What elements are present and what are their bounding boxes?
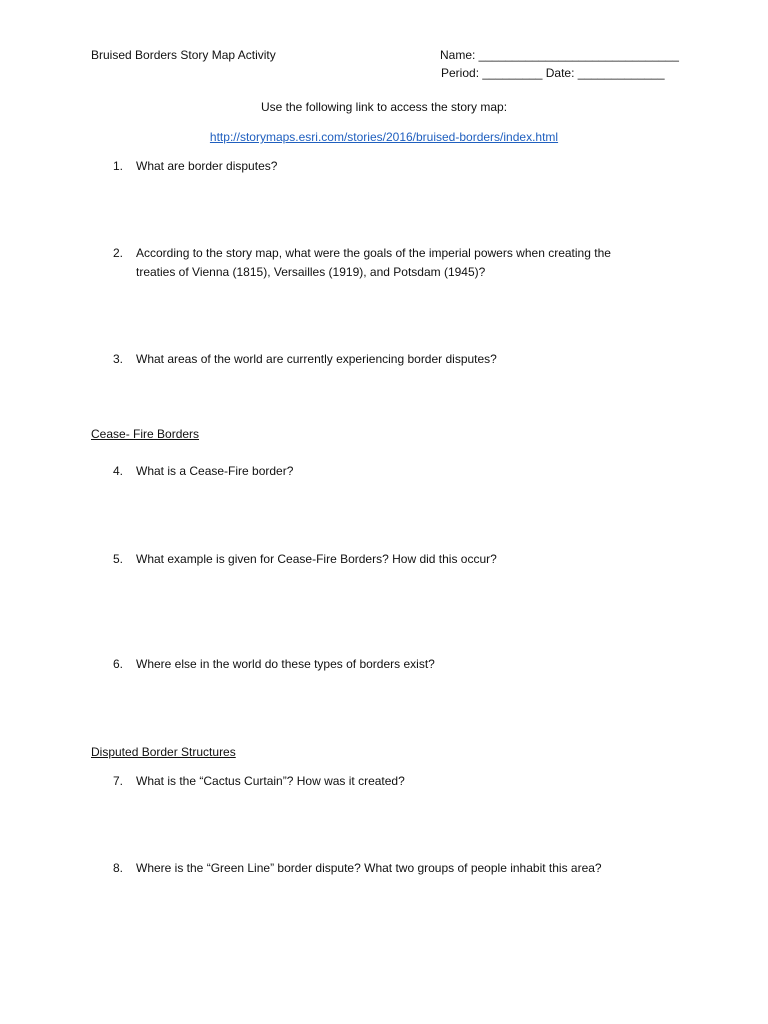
period-date-line: Period: _________ Date: _____________ (441, 66, 665, 80)
question-text-line2: treaties of Vienna (1815), Versailles (1919), and Potsdam (1945)? (136, 265, 486, 279)
story-map-link[interactable]: http://storymaps.esri.com/stories/2016/bruised-borders/index.html (209, 130, 559, 144)
question-number: 2. (113, 246, 124, 260)
question-number: 1. (113, 159, 124, 173)
question-number: 4. (113, 464, 124, 478)
question-text-line1: According to the story map, what were the goals of the imperial powers when creating the (136, 246, 611, 260)
link-instruction: Use the following link to access the story map: (260, 100, 508, 114)
question-text: What is a Cease-Fire border? (136, 464, 294, 478)
question-text: What are border disputes? (136, 159, 278, 173)
question-text: Where else in the world do these types of borders exist? (136, 657, 435, 671)
question-text: What is the “Cactus Curtain”? How was it created? (136, 774, 405, 788)
question-number: 7. (113, 774, 124, 788)
question-number: 6. (113, 657, 124, 671)
question-text: Where is the “Green Line” border dispute? What two groups of people inhabit this area? (136, 861, 602, 875)
question-number: 3. (113, 352, 124, 366)
question-number: 5. (113, 552, 124, 566)
story-map-link-row (0, 129, 768, 145)
question-number: 8. (113, 861, 124, 875)
section-heading-cease-fire: Cease- Fire Borders (91, 427, 200, 441)
document-title: Bruised Borders Story Map Activity (91, 48, 276, 62)
question-text: What example is given for Cease-Fire Borders? How did this occur? (136, 552, 497, 566)
section-heading-disputed: Disputed Border Structures (91, 745, 236, 759)
question-text: What areas of the world are currently experiencing border disputes? (136, 352, 497, 366)
name-field-line: Name: ______________________________ (440, 48, 679, 62)
